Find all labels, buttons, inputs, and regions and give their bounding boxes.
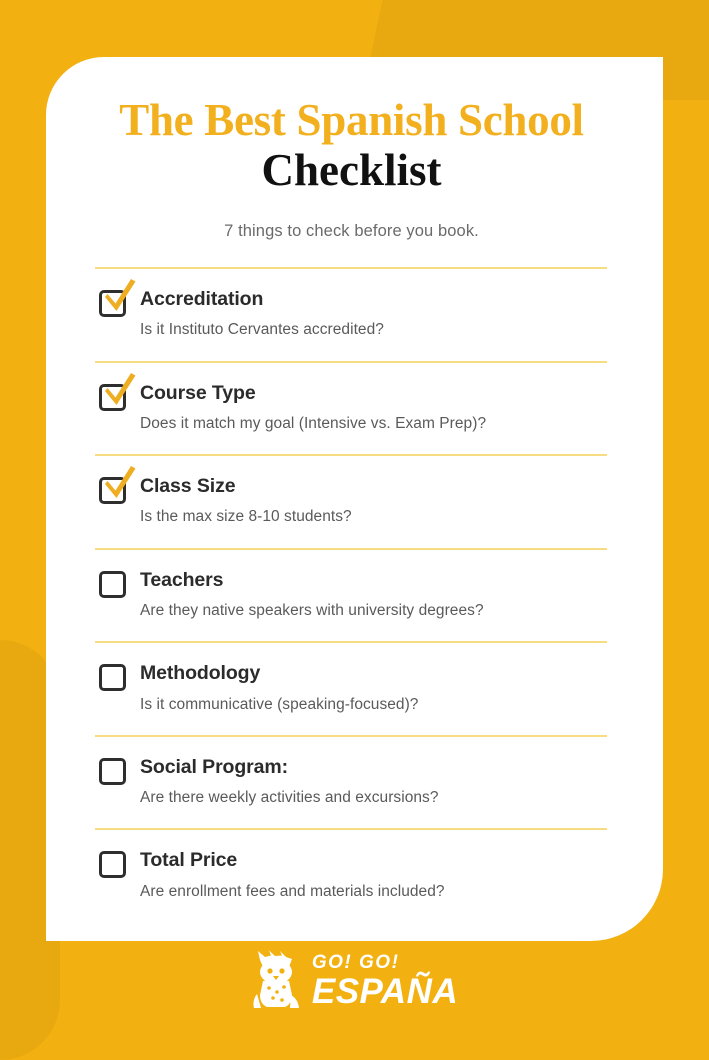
checklist [95,267,608,922]
checklist-item-description: Does it match my goal (Intensive vs. Exam Prep)? [140,414,487,432]
checklist-item[interactable] [95,737,608,829]
logo-top-text: GO! GO! [311,952,400,973]
checkbox-unchecked-icon[interactable] [99,851,126,878]
title-line-two: Checklist [261,144,442,195]
brand-logo [0,950,709,1012]
checkbox-unchecked-icon[interactable] [99,664,126,691]
checkbox-checked-icon[interactable] [99,290,126,317]
checkbox-unchecked-icon[interactable] [99,758,126,785]
page-subtitle: 7 things to check before you book. [224,222,479,241]
checklist-item-description: Are there weekly activities and excursions? [140,789,439,807]
checklist-item-title: Course Type [140,381,256,404]
checklist-item-title: Social Program: [140,755,289,778]
page-title [95,97,608,195]
checklist-item[interactable] [95,363,608,455]
checklist-item-title: Class Size [140,475,236,498]
title-line-one: The Best Spanish School [119,95,584,145]
checklist-item[interactable] [95,269,608,361]
checkbox-checked-icon[interactable] [99,384,126,411]
checklist-item-description: Is the max size 8-10 students? [140,508,352,526]
checklist-card [46,57,663,941]
checklist-item-text [140,474,352,528]
checklist-item[interactable] [95,550,608,642]
checklist-item-description: Are enrollment fees and materials included? [140,882,445,900]
checklist-item-description: Are they native speakers with university degrees? [140,602,484,619]
checklist-item[interactable] [95,456,608,548]
checklist-item-text [140,848,445,902]
checklist-item-title: Methodology [140,662,261,685]
checklist-item-text [140,568,484,622]
lynx-mascot-icon [251,950,303,1012]
checkbox-checked-icon[interactable] [99,477,126,504]
checklist-item-description: Is it Instituto Cervantes accredited? [140,321,384,339]
checklist-item-text [140,381,486,435]
checklist-item[interactable] [95,643,608,735]
logo-wordmark [312,953,458,1009]
checklist-item-title: Total Price [140,849,238,872]
checklist-item-text [140,661,418,715]
checkbox-unchecked-icon[interactable] [99,571,126,598]
checklist-item-title: Teachers [140,568,224,591]
checklist-item-description: Is it communicative (speaking-focused)? [140,695,419,713]
logo-bottom-text: ESPAÑA [311,972,459,1011]
checklist-item-text [140,287,384,341]
checklist-item[interactable] [95,830,608,922]
checklist-item-title: Accreditation [140,288,264,311]
checklist-item-text [140,755,439,809]
